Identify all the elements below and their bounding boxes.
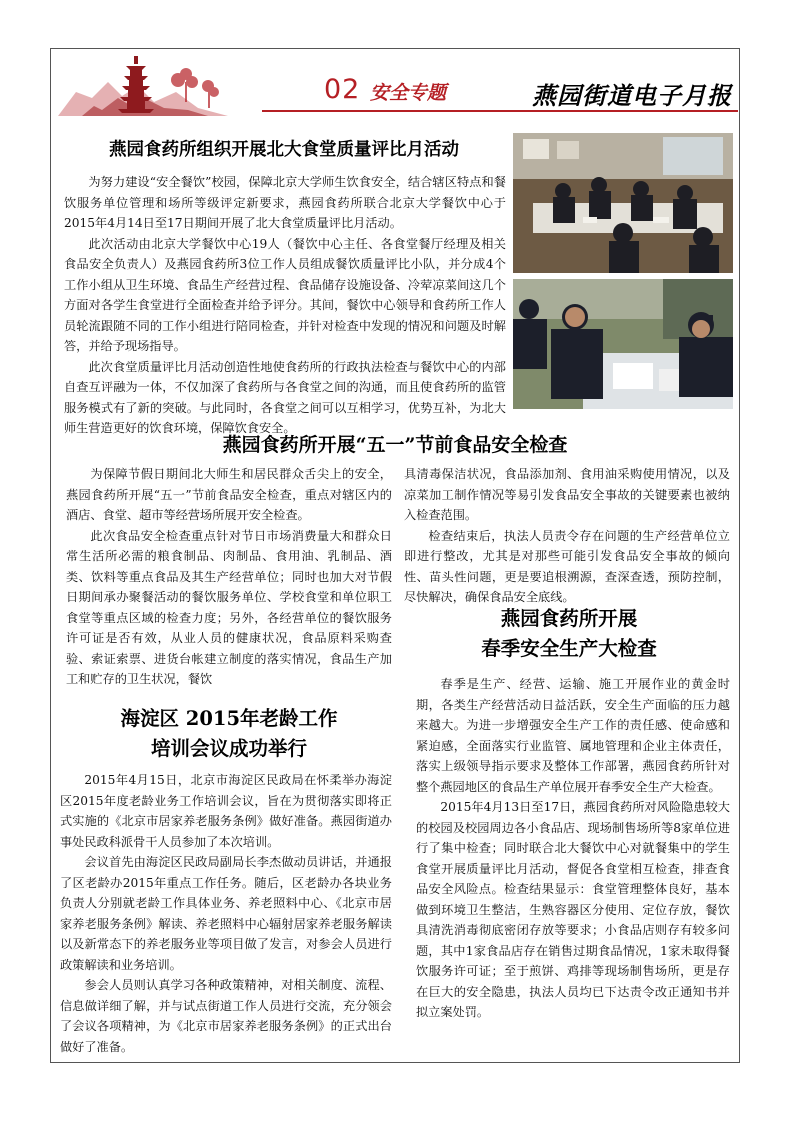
article-3-paragraph: 会议首先由海淀区民政局副局长李杰做动员讲话，并通报了区老龄办2015年重点工作任务。随后，区老龄办各块业务负责人分别就老龄工作具体业务、养老照料中心、《北京市居家养老服务条例》解读、养老照料中心辐射居家养老服务解读以及新常态下的养老服务业等项目做了发言，对参会人员进行政策解读和业务培训。 — [60, 855, 392, 972]
article-1-paragraph: 为努力建设“安全餐饮”校园，保障北京大学师生饮食安全，结合辖区特点和餐饮服务单位管理和场所等级评定新要求，燕园食药所联合北京大学餐饮中心于2015年4月14日至17日期间开展了北大食堂质量评比月活动。 — [64, 175, 506, 230]
issue-number: 02 — [324, 74, 361, 105]
article-2-paragraph: 此次食品安全检查重点针对节日市场消费量大和群众日常生活所必需的粮食制品、肉制品、食用油、乳制品、酒类、饮料等重点食品及其生产经营单位；同时也加大对节假日期间承办聚餐活动的餐饮服务单位、学校食堂和单位职工食堂等重点区域的检查力度；另外，各经营单位的餐饮服务许可证是否有效，从业人员的健康状况，食品原料采购查验、索证索票、进货台帐建立制度的落实情况，食品生产加工和贮存的卫生状况，餐饮 — [66, 528, 392, 686]
article-2-paragraph: 为保障节假日期间北大师生和居民群众舌尖上的安全，燕园食药所开展“五一”节前食品安全检查，重点对辖区内的酒店、食堂、超市等经营场所展开安全检查。 — [66, 467, 392, 522]
article-4-title-line-2: 春季安全生产大检查 — [481, 637, 657, 660]
photo-inspection-table — [513, 279, 733, 409]
article-3-title-line-1: 海淀区 2015年老龄工作 — [120, 707, 338, 730]
article-4-title-line-1: 燕园食药所开展 — [500, 607, 638, 630]
article-2-column-2 — [404, 464, 730, 608]
article-3-body — [60, 770, 392, 1057]
section-title: 安全专题 — [370, 82, 447, 104]
article-1-paragraph: 此次活动由北京大学餐饮中心19人（餐饮中心主任、各食堂餐厅经理及相关食品安全负责人）及燕园食药所3位工作人员组成餐饮质量评比小队，并分成4个工作小组从卫生环境、食品生产经营过程、食品储存设施设备、冷荤凉菜间这几个方面对各学生食堂进行全面检查并给予评分。其间，餐饮中心领导和食药所工作人员轮流跟随不同的工作小组进行陪同检查，并针对检查中发现的情况和问题及时解答，并给予现场指导。 — [64, 236, 506, 353]
article-4-paragraph: 春季是生产、经营、运输、施工开展作业的黄金时期，各类生产经营活动日益活跃，安全生产面临的压力越来越大。为进一步增强安全生产工作的责任感、使命感和紧迫感，全面落实行业监管、属地管理和企业主体责任，落实上级领导指示要求及整体工作部署，燕园食药所针对整个燕园地区的食品生产单位展开春季安全生产大检查。 — [416, 677, 730, 794]
article-3-title — [66, 704, 392, 764]
article-1-body — [64, 172, 506, 439]
masthead-rule — [262, 110, 738, 112]
article-2-column-1 — [66, 464, 392, 690]
article-4-paragraph: 2015年4月13日至17日，燕园食药所对风险隐患较大的校园及校园周边各小食品店、现场制售场所等8家单位进行了集中检查；同时联合北大餐饮中心对就餐集中的学生食堂开展质量评比月活动，督促各食堂相互检查，排查食品安全风险点。检查结果显示：食堂管理整体良好，基本做到环境卫生整洁，生熟容器区分使用、定位存放，餐饮具清洗消毒彻底密闭存放等要求；小食品店则存有较多问题，其中1家食品店存在销售过期食品情况，1家未取得餐饮服务许可证；至于煎饼、鸡排等现场制售场所，更是存在巨大的安全隐患，执法人员均已下达责令改正通知书并拟立案处罚。 — [416, 800, 730, 1019]
article-2-paragraph-continued: 具清毒保洁状况，食品添加剂、食用油采购使用情况，以及凉菜加工制作情况等易引发食品安全事故的关键要素也被纳入检查范围。 — [404, 467, 730, 522]
article-4-title — [412, 604, 726, 664]
article-4-body — [416, 674, 730, 1023]
article-3-paragraph: 参会人员则认真学习各种政策精神，对相关制度、流程、信息做详细了解，并与试点街道工作人员进行交流，充分领会了会议各项精神，为《北京市居家养老服务条例》的正式出台做好了准备。 — [60, 978, 392, 1054]
article-3-title-line-2: 培训会议成功举行 — [150, 737, 307, 760]
paper-title: 燕园街道电子月报 — [532, 81, 732, 110]
photo-meeting-room — [513, 133, 733, 273]
article-2-title: 燕园食药所开展“五一”节前食品安全检查 — [222, 434, 568, 456]
masthead — [52, 52, 738, 116]
pagoda-illustration — [58, 52, 228, 116]
article-1-paragraph: 此次食堂质量评比月活动创造性地使食药所的行政执法检查与餐饮中心的内部自查互评融为一体，不仅加深了食药所与各食堂之间的沟通，而且使食药所的监管服务模式有了新的突破。与此同时，各食堂之间可以互相学习，优势互补，为北大师生营造更好的饮食环境，保障饮食安全。 — [64, 359, 506, 435]
article-2-paragraph: 检查结束后，执法人员责令存在问题的生产经营单位立即进行整改，尤其是对那些可能引发食品安全事故的倾向性、苗头性问题，更是要追根溯源，查深查透，预防控制，尽快解决，确保食品安全底线。 — [404, 528, 730, 604]
article-3-paragraph: 2015年4月15日，北京市海淀区民政局在怀柔举办海淀区2015年度老龄业务工作培训会议，旨在为贯彻落实即将正式实施的《北京市居家养老服务条例》做好准备。燕园街道办事处民政科派骨干人员参加了本次培训。 — [60, 773, 392, 849]
article-1-title: 燕园食药所组织开展北大食堂质量评比月活动 — [109, 140, 459, 160]
